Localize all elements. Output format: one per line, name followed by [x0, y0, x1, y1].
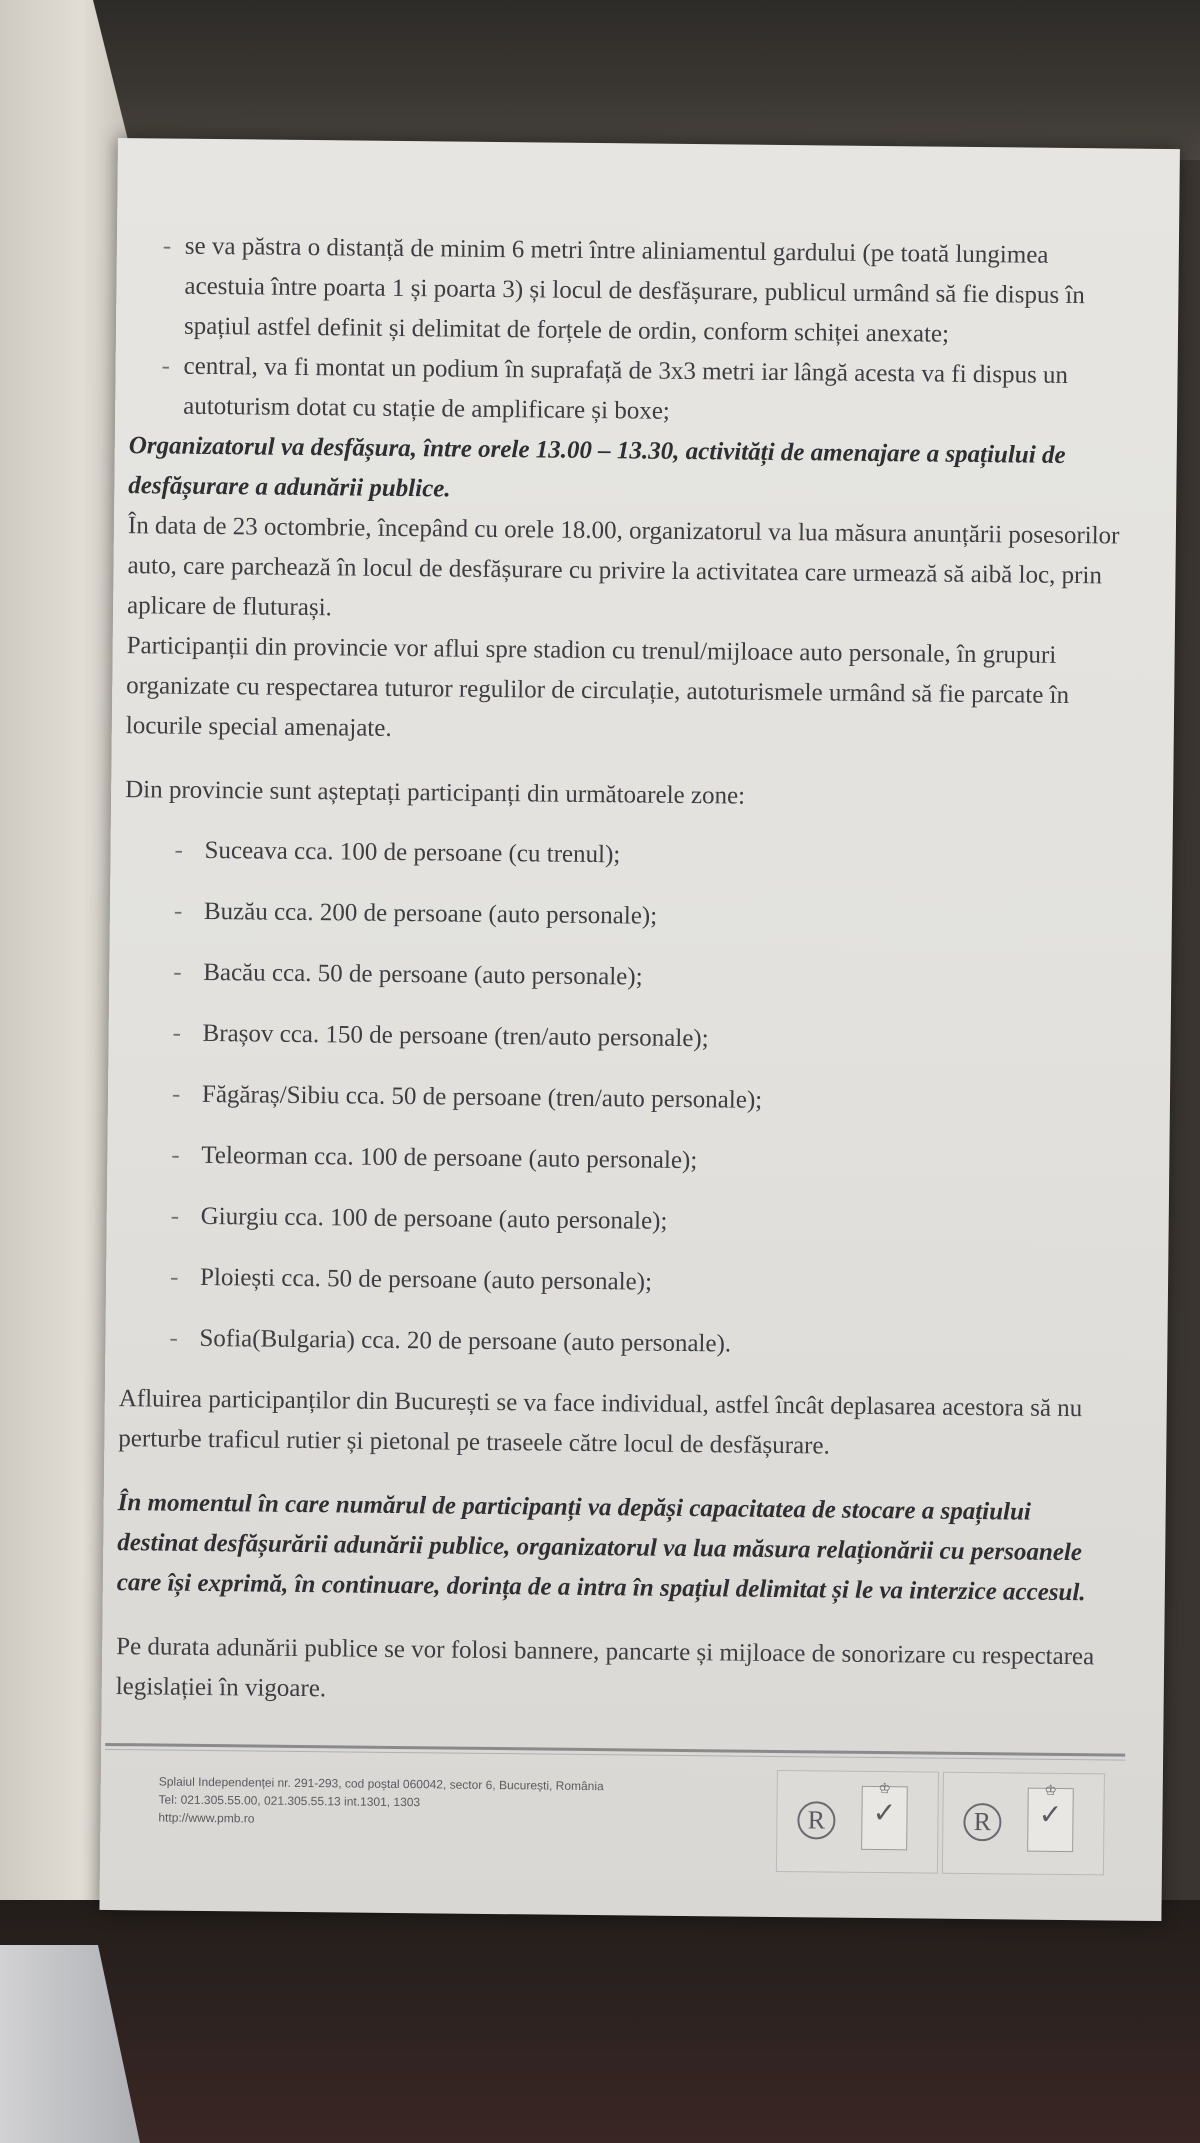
paragraph-organizer: Organizatorul va desfășura, între orele 13.00 – 13.30, activități de amenajare a spațiului de desfășurare a adunării publice.	[128, 432, 1066, 503]
bullet-dash: -	[169, 1263, 179, 1291]
list-item	[124, 891, 1124, 941]
page-footer	[158, 1773, 799, 1834]
document-page	[99, 138, 1179, 1921]
crown-icon: ♔	[1044, 1783, 1058, 1799]
list-item	[121, 1196, 1121, 1246]
checkmark-icon: ✓	[1038, 1799, 1063, 1831]
list-item	[120, 1257, 1120, 1307]
list-item	[123, 952, 1123, 1002]
desk-background-bottom	[0, 1900, 1200, 2143]
footer-phone: Tel: 021.305.55.00, 021.305.55.13 int.1301, 1303	[158, 1792, 421, 1810]
zones-intro: Din provincie sunt așteptați participanți din următoarele zone:	[125, 776, 746, 810]
zone-text: Sofia(Bulgaria) cca. 20 de persoane (auto personale).	[199, 1324, 732, 1358]
zones-list	[119, 830, 1124, 1368]
paragraph-banners: Pe durata adunării publice se vor folosi bannere, pancarte și mijloace de sonorizare cu respectarea legislației în vigoare.	[115, 1633, 1095, 1703]
list-item	[121, 1135, 1121, 1185]
list-item	[130, 226, 1131, 356]
checkmark-icon: ✓	[872, 1797, 897, 1830]
registered-mark-icon: R	[797, 1801, 835, 1839]
paragraph-oct23: În data de 23 octombrie, începând cu orele 18.00, organizatorul va lua măsura anunțării posesorilor auto, care parchează în locul de desfășurare cu privire la activitatea care urmează să aibă loc, prin aplicare de fluturași.	[126, 512, 1120, 622]
bullet-text: central, va fi montat un podium în suprafață de 3x3 metri iar lângă acesta va fi dispus un autoturism dotat cu stație de amplificare și boxe;	[183, 352, 1069, 425]
bullet-text: se va păstra o distanță de minim 6 metri între aliniamentul gardului (pe toată lungimea acestuia între poarta 1 și poarta 3) și locul de desfășurare, publicul urmând să fie dispus în spațiul astfel definit și delimitat de forțele de ordin, conform schiței anexate;	[183, 232, 1085, 348]
list-item	[129, 346, 1130, 436]
bullet-dash: -	[170, 1202, 180, 1230]
list-item	[122, 1074, 1122, 1124]
list-item	[122, 1013, 1122, 1063]
zone-text: Giurgiu cca. 100 de persoane (auto personale);	[200, 1202, 668, 1235]
bullet-dash: -	[173, 958, 182, 986]
zone-text: Bacău cca. 50 de persoane (auto personale);	[203, 958, 643, 991]
certification-check-icon	[1027, 1783, 1074, 1852]
paragraph-participants: Participanții din provincie vor aflui spre stadion cu trenul/mijloace auto personale, în grupuri organizate cu respectarea tuturor regulilor de circulație, autoturismele urmând să fie parcate în locurile special amenajate.	[125, 632, 1070, 742]
zone-text: Teleorman cca. 100 de persoane (auto personale);	[201, 1141, 698, 1175]
zone-text: Buzău cca. 200 de persoane (auto personale);	[203, 897, 658, 930]
zone-text: Brașov cca. 150 de persoane (tren/auto personale);	[202, 1019, 709, 1053]
certification-logo	[776, 1770, 939, 1874]
paragraph-capacity: În momentul în care numărul de participanți va depăși capacitatea de stocare a spațiului destinat desfășurării adunării publice, organizatorul va lua măsura relaționării cu persoanele care își exprimă, în continuare, dorința de a intra în spațiul delimitat și le va interzice accesul.	[116, 1489, 1086, 1607]
crown-icon: ♔	[878, 1782, 892, 1798]
bullet-dash: -	[162, 232, 172, 260]
certification-logo	[942, 1772, 1105, 1876]
paragraph-bucharest: Afluirea participanților din București se va face individual, astfel încât deplasarea acestora să nu perturbe traficul rutier și pietonal pe traseele către locul de desfășurare.	[118, 1385, 1083, 1460]
footer-address: Splaiul Independenței nr. 291-293, cod poștal 060042, sector 6, București, România	[158, 1774, 604, 1794]
bullet-dash: -	[172, 1019, 182, 1047]
certification-check-icon	[861, 1782, 908, 1850]
bullet-dash: -	[161, 352, 171, 380]
list-item	[119, 1318, 1119, 1368]
bullet-dash: -	[171, 1141, 180, 1169]
desk-background-top	[0, 0, 1200, 160]
document-body	[116, 226, 1131, 1717]
bullet-dash: -	[169, 1324, 178, 1352]
list-item	[124, 830, 1124, 880]
zone-text: Făgăraș/Sibiu cca. 50 de persoane (tren/auto personale);	[201, 1080, 763, 1114]
bullet-dash: -	[173, 897, 183, 925]
footer-web: http://www.pmb.ro	[158, 1810, 255, 1826]
zone-text: Ploiești cca. 50 de persoane (auto personale);	[199, 1263, 653, 1296]
zone-text: Suceava cca. 100 de persoane (cu trenul);	[204, 836, 621, 869]
bullet-dash: -	[171, 1080, 181, 1108]
registered-mark-icon: R	[963, 1803, 1001, 1841]
bullet-dash: -	[174, 836, 184, 864]
